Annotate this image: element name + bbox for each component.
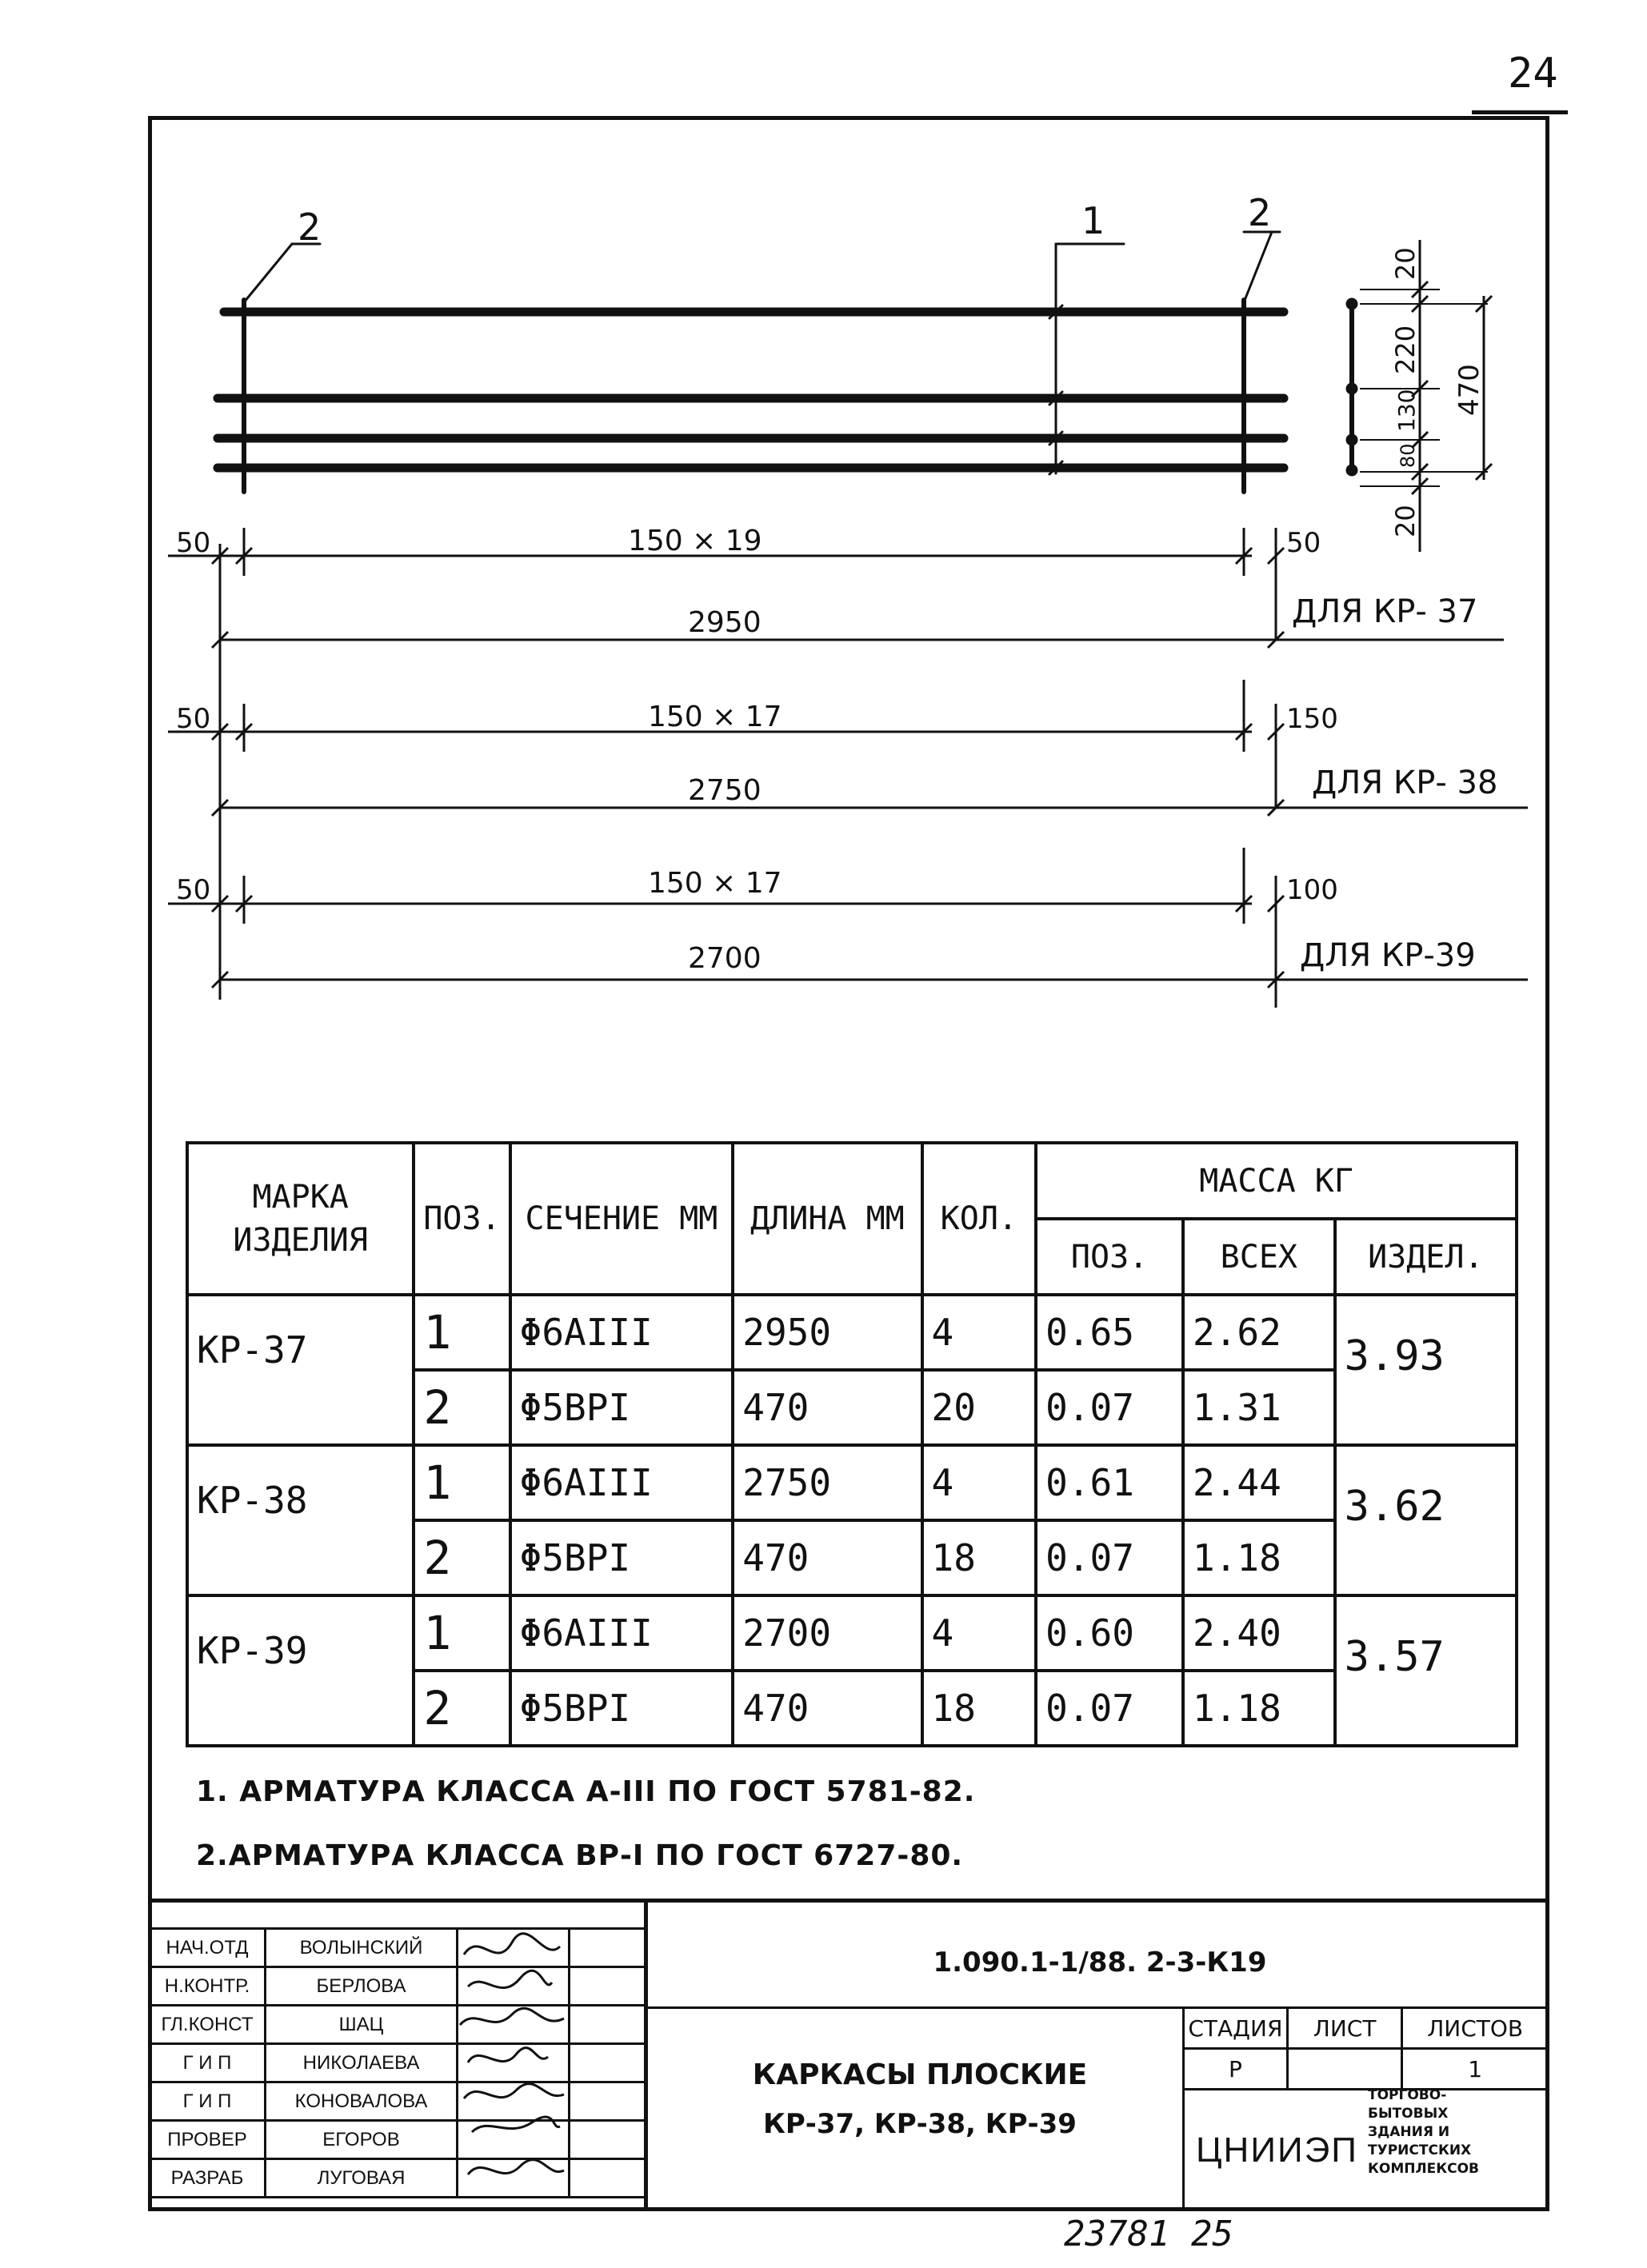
dim-20-bottom: 20 (1390, 505, 1421, 537)
pos-cell: 1 (414, 1295, 510, 1370)
stage-label: СТАДИЯ (1184, 2008, 1288, 2049)
mass-all-cell: 1.31 (1183, 1370, 1335, 1445)
kr38-label: ДЛЯ КР- 38 (1312, 765, 1498, 801)
dim-80: 80 (1397, 443, 1419, 468)
staff-name: ЛУГОВАЯ (266, 2159, 458, 2198)
drawing-code: 1.090.1-1/88. 2-3-К19 (933, 1947, 1267, 1979)
length-cell: 2700 (733, 1595, 921, 1671)
staff-name: ШАЦ (266, 2006, 458, 2044)
header-mass-item: ИЗДЕЛ. (1335, 1219, 1517, 1295)
staff-role: Г И П (150, 2044, 266, 2082)
dim-20-top: 20 (1390, 247, 1421, 280)
mass-all-cell: 2.40 (1183, 1595, 1335, 1671)
header-section: СЕЧЕНИЕ ММ (510, 1143, 734, 1295)
note-1: 1. АРМАТУРА КЛАССА А-III ПО ГОСТ 5781-82. (196, 1775, 976, 1808)
pos-cell: 2 (414, 1520, 510, 1595)
signatures (456, 1899, 568, 2211)
staff-role: ГЛ.КОНСТ (150, 2006, 266, 2044)
qty-cell: 18 (922, 1671, 1037, 1746)
kr37-label: ДЛЯ КР- 37 (1292, 593, 1478, 630)
callout-pos1: 1 (1081, 199, 1105, 242)
mass-all-cell: 2.44 (1183, 1445, 1335, 1520)
mass-pos-cell: 0.65 (1036, 1295, 1183, 1370)
section-cell: Φ5BPI (510, 1520, 734, 1595)
cage-drawing (0, 0, 1647, 1040)
stage-table (1182, 2006, 1549, 2090)
sheet-value (1287, 2049, 1402, 2090)
staff-role: РАЗРАБ (150, 2159, 266, 2198)
length-cell: 470 (733, 1370, 921, 1445)
header-mass-all: ВСЕХ (1183, 1219, 1335, 1295)
mark-cell: КР-37 (187, 1295, 414, 1445)
mark-cell: КР-39 (187, 1595, 414, 1746)
qty-cell: 20 (922, 1370, 1037, 1445)
mass-item-cell: 3.93 (1335, 1295, 1517, 1445)
pos-cell: 1 (414, 1595, 510, 1671)
length-cell: 2750 (733, 1445, 921, 1520)
staff-name: КОНОВАЛОВА (266, 2082, 458, 2121)
kr39-left-dim: 50 (176, 874, 211, 906)
page-number: 24 (1508, 50, 1558, 98)
sheet-label: ЛИСТ (1287, 2008, 1402, 2049)
staff-table (148, 1927, 646, 2198)
staff-role: Н.КОНТР. (150, 1967, 266, 2006)
mass-all-cell: 2.62 (1183, 1295, 1335, 1370)
section-cell: Φ6AIII (510, 1445, 734, 1520)
title-block (148, 1899, 1549, 2211)
length-cell: 2950 (733, 1295, 921, 1370)
kr37-left-dim: 50 (176, 527, 211, 559)
pos-cell: 2 (414, 1370, 510, 1445)
kr39-spacing: 150 × 17 (648, 867, 782, 900)
header-mark: МАРКА ИЗДЕЛИЯ (187, 1143, 414, 1295)
section-cell: Φ5BPI (510, 1370, 734, 1445)
staff-row (150, 2159, 646, 2198)
kr39-right-dim: 100 (1286, 874, 1338, 906)
specification-table (186, 1141, 1518, 1747)
mass-pos-cell: 0.07 (1036, 1671, 1183, 1746)
header-mass-pos: ПОЗ. (1036, 1219, 1183, 1295)
kr38-spacing: 150 × 17 (648, 701, 782, 733)
mass-item-cell: 3.57 (1335, 1595, 1517, 1746)
staff-row (150, 2006, 646, 2044)
kr38-right-dim: 150 (1286, 703, 1338, 735)
drawing-title-1: КАРКАСЫ ПЛОСКИЕ (752, 2058, 1088, 2091)
staff-row (150, 2044, 646, 2082)
dim-470: 470 (1453, 364, 1485, 416)
section-cell: Φ5BPI (510, 1671, 734, 1746)
dim-220: 220 (1390, 325, 1421, 374)
table-row (187, 1445, 1517, 1520)
qty-cell: 4 (922, 1295, 1037, 1370)
staff-row (150, 2082, 646, 2121)
staff-name: ЕГОРОВ (266, 2121, 458, 2159)
mass-pos-cell: 0.07 (1036, 1370, 1183, 1445)
qty-cell: 4 (922, 1445, 1037, 1520)
staff-role: ПРОВЕР (150, 2121, 266, 2159)
section-cell: Φ6AIII (510, 1295, 734, 1370)
mass-all-cell: 1.18 (1183, 1520, 1335, 1595)
section-cell: Φ6AIII (510, 1595, 734, 1671)
stage-value: Р (1184, 2049, 1288, 2090)
note-2: 2.АРМАТУРА КЛАССА ВР-I ПО ГОСТ 6727-80. (196, 1839, 964, 1872)
staff-name: НИКОЛАЕВА (266, 2044, 458, 2082)
staff-row (150, 2121, 646, 2159)
mark-cell: КР-38 (187, 1445, 414, 1595)
pos-cell: 1 (414, 1445, 510, 1520)
kr39-total: 2700 (688, 942, 762, 975)
kr37-right-dim: 50 (1286, 527, 1321, 559)
header-length: ДЛИНА ММ (733, 1143, 921, 1295)
staff-name: ВОЛЫНСКИЙ (266, 1929, 458, 1967)
mass-pos-cell: 0.60 (1036, 1595, 1183, 1671)
mass-pos-cell: 0.07 (1036, 1520, 1183, 1595)
header-mass: МАССА КГ (1036, 1143, 1517, 1219)
kr37-total: 2950 (688, 606, 762, 639)
sheets-value: 1 (1402, 2049, 1549, 2090)
staff-name: БЕРЛОВА (266, 1967, 458, 2006)
table-row (187, 1295, 1517, 1370)
kr38-total: 2750 (688, 774, 762, 807)
length-cell: 470 (733, 1520, 921, 1595)
mass-item-cell: 3.62 (1335, 1445, 1517, 1595)
staff-row (150, 1929, 646, 1967)
length-cell: 470 (733, 1671, 921, 1746)
sheets-label: ЛИСТОВ (1402, 2008, 1549, 2049)
callout-pos2-right: 2 (1248, 191, 1272, 234)
org-description: ТОРГОВО- БЫТОВЫХ ЗДАНИЯ И ТУРИСТСКИХ КОМПЛЕКСОВ (1368, 2087, 1480, 2177)
table-row (187, 1595, 1517, 1671)
header-pos: ПОЗ. (414, 1143, 510, 1295)
kr37-spacing: 150 × 19 (628, 525, 762, 557)
qty-cell: 18 (922, 1520, 1037, 1595)
drawing-title-2: КР-37, КР-38, КР-39 (763, 2108, 1077, 2140)
archive-number: 23781 25 (1064, 2214, 1233, 2254)
staff-row (150, 1967, 646, 2006)
callout-pos2-left: 2 (298, 206, 322, 249)
kr39-label: ДЛЯ КР-39 (1300, 937, 1476, 974)
header-qty: КОЛ. (922, 1143, 1037, 1295)
mass-pos-cell: 0.61 (1036, 1445, 1183, 1520)
org-name: ЦНИИЭП (1196, 2130, 1358, 2170)
mass-all-cell: 1.18 (1183, 1671, 1335, 1746)
staff-role: Г И П (150, 2082, 266, 2121)
dim-130: 130 (1393, 389, 1420, 432)
staff-role: НАЧ.ОТД (150, 1929, 266, 1967)
qty-cell: 4 (922, 1595, 1037, 1671)
kr38-left-dim: 50 (176, 703, 211, 735)
pos-cell: 2 (414, 1671, 510, 1746)
